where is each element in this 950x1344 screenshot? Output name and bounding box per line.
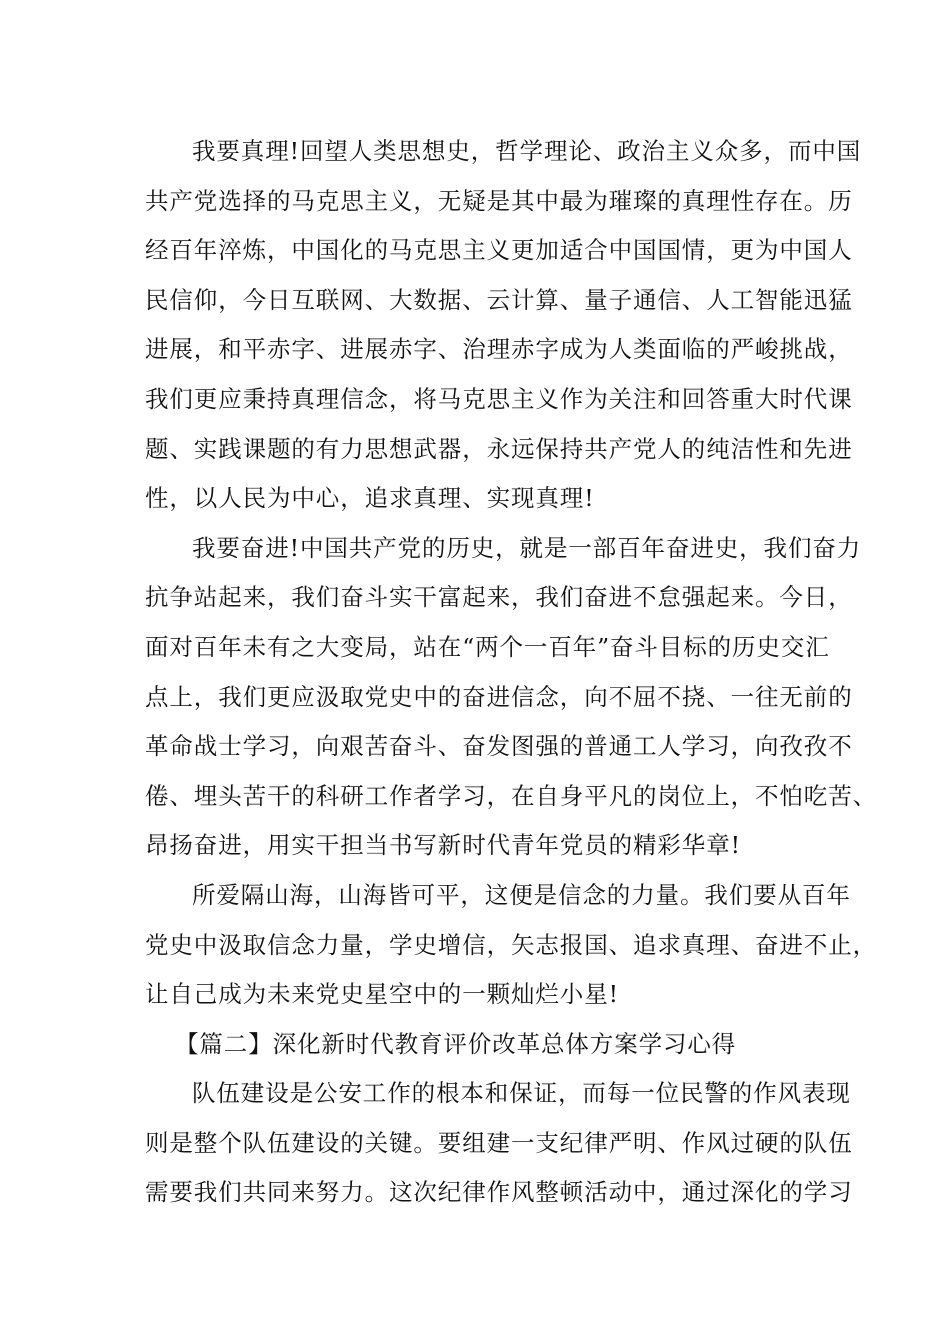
paragraph-belief: [145, 871, 877, 1020]
document-body: [145, 127, 877, 1218]
text-line: 点上，我们更应汲取党史中的奋进信念，向不屈不挠、一往无前的: [145, 682, 853, 711]
text-line: 我要真理!回望人类思想史，哲学理论、政治主义众多，而中国: [192, 137, 862, 165]
text-line: 党史中汲取信念力量，学史增信，矢志报国、追求真理、奋进不止，: [145, 930, 877, 959]
text-line: 面对百年未有之大变局，站在“两个一百年”奋斗目标的历史交汇: [145, 632, 830, 661]
text-line: 性，以人民为中心，追求真理、实现真理!: [145, 484, 595, 513]
text-line: 民信仰，今日互联网、大数据、云计算、量子通信、人工智能迅猛: [145, 285, 853, 314]
text-line: 革命战士学习，向艰苦奋斗、奋发图强的普通工人学习，向孜孜不: [145, 732, 853, 761]
text-line: 抗争站起来，我们奋斗实干富起来，我们奋进不怠强起来。今日，: [145, 583, 853, 612]
text-line: 则是整个队伍建设的关键。要组建一支纪律严明、作风过硬的队伍: [145, 1128, 853, 1157]
paragraph-progress: [145, 524, 877, 871]
text-line: 所爱隔山海，山海皆可平，这便是信念的力量。我们要从百年: [192, 880, 851, 909]
text-line: 共产党选择的马克思主义，无疑是其中最为璀璨的真理性存在。历: [145, 186, 853, 215]
text-line: 昂扬奋进，用实干担当书写新时代青年党员的精彩华章!: [145, 831, 741, 860]
section-heading: [145, 1020, 831, 1070]
text-line: 需要我们共同来努力。这次纪律作风整顿活动中，通过深化的学习: [145, 1178, 853, 1207]
section-title: 【篇二】深化新时代教育评价改革总体方案学习心得: [175, 1029, 737, 1058]
text-line: 进展，和平赤字、进展赤字、治理赤字成为人类面临的严峻挑战，: [145, 335, 853, 364]
text-line: 队伍建设是公安工作的根本和保证，而每一位民警的作风表现: [192, 1079, 851, 1108]
text-line: 经百年淬炼，中国化的马克思主义更加适合中国国情，更为中国人: [145, 236, 853, 265]
text-line: 题、实践课题的有力思想武器，永远保持共产党人的纯洁性和先进: [145, 434, 853, 463]
text-line: 让自己成为未来党史星空中的一颗灿烂小星!: [145, 980, 619, 1009]
text-line: 倦、埋头苦干的科研工作者学习，在自身平凡的岗位上，不怕吃苦、: [145, 781, 877, 810]
paragraph-team-building: [145, 1069, 853, 1218]
paragraph-truth: [145, 127, 862, 524]
text-line: 我要奋进!中国共产党的历史，就是一部百年奋进史，我们奋力: [192, 533, 862, 562]
text-line: 我们更应秉持真理信念，将马克思主义作为关注和回答重大时代课: [145, 384, 853, 413]
